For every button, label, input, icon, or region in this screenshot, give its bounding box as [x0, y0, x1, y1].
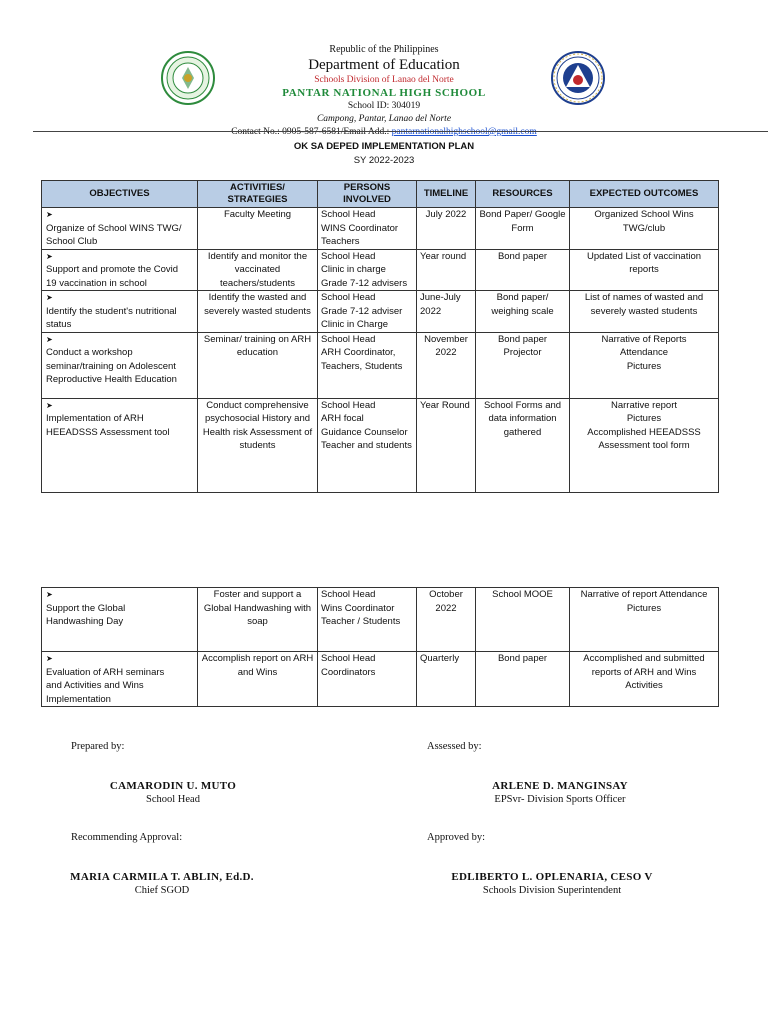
prepared-by-label: [71, 741, 124, 753]
persons-line: WINS Coordinator: [321, 222, 399, 234]
persons-line: School Head: [321, 292, 376, 303]
persons-cell: [318, 652, 417, 707]
school-id: School ID: 304019: [347, 101, 421, 111]
objective-text: Evaluation of ARH seminars and Activities and Wins Implementation: [46, 666, 165, 705]
outcomes-cell: [570, 332, 719, 398]
objective-text: Conduct a workshop seminar/training on Adolescent Reproductive Health Education: [46, 347, 177, 385]
contact-line: [0, 126, 768, 139]
persons-line: School Head: [321, 333, 376, 345]
header-timeline: TIMELINE: [417, 181, 476, 208]
objective-text: Organize of School WINS TWG/ School Club: [46, 222, 182, 247]
persons-line: ARH focal: [321, 413, 364, 424]
outcomes-cell: Updated List of vaccination reports: [570, 249, 719, 291]
table-row: [42, 249, 719, 291]
outcomes-line: Accomplished HEEADSSS Assessment tool form: [587, 426, 701, 451]
persons-line: Grade 7-12 adviser: [321, 305, 403, 317]
objective-cell: [42, 332, 198, 398]
activity-cell: Conduct comprehensive psychosocial History and Health risk Assessment of students: [198, 398, 318, 492]
persons-line: School Head: [321, 399, 376, 411]
letterhead-text: [0, 43, 768, 139]
recommending-approval-label: [71, 832, 182, 844]
persons-line: Clinic in Charge: [321, 319, 389, 330]
resources-cell: Bond paper: [476, 249, 570, 291]
activity-cell: Identify and monitor the vaccinated teachers/students: [198, 249, 318, 291]
table-row: [42, 208, 719, 250]
activity-cell: Identify the wasted and severely wasted students: [198, 291, 318, 333]
prepared-signatory: [103, 780, 243, 806]
objective-cell: [42, 208, 198, 250]
outcomes-cell: [570, 398, 719, 492]
arrow-bullet-icon: ➤: [46, 590, 53, 599]
objective-text: Support and promote the Covid 19 vaccination in school: [46, 264, 179, 289]
activity-cell: Accomplish report on ARH and Wins: [198, 652, 318, 707]
signatory-role: Schools Division Superintendent: [482, 885, 622, 896]
persons-line: Teacher and students: [321, 440, 412, 451]
outcomes-line: Attendance: [619, 347, 669, 358]
timeline-cell: November 2022: [417, 332, 476, 398]
school-year: SY 2022-2023: [353, 155, 415, 166]
plan-title: OK SA DEPED IMPLEMENTATION PLAN: [293, 141, 475, 152]
persons-line: ARH Coordinator, Teachers, Students: [321, 347, 403, 372]
school-address: Campong, Pantar, Lanao del Norte: [316, 114, 452, 124]
signatory-role: EPSvr- Division Sports Officer: [494, 794, 626, 805]
objective-text: Implementation of ARH HEEADSSS Assessment tool: [46, 413, 170, 438]
signatory-name: CAMARODIN U. MUTO: [109, 780, 237, 792]
timeline-cell: Year round: [417, 249, 476, 291]
department-name: Department of Education: [308, 57, 460, 73]
timeline-cell: July 2022: [417, 208, 476, 250]
persons-cell: [318, 332, 417, 398]
outcomes-cell: Accomplished and submitted reports of ARH and Wins Activities: [570, 652, 719, 707]
persons-line: Teacher / Students: [321, 616, 401, 627]
activity-cell: Faculty Meeting: [198, 208, 318, 250]
arrow-bullet-icon: ➤: [46, 334, 53, 344]
header-activities: ACTIVITIES/ STRATEGIES: [198, 181, 318, 208]
table-row: [42, 398, 719, 492]
outcomes-line: Pictures: [626, 413, 662, 424]
resources-line: Bond paper: [497, 333, 548, 345]
timeline-cell: June-July 2022: [417, 291, 476, 333]
assessed-label: Assessed by:: [427, 741, 482, 752]
activity-cell: Seminar/ training on ARH education: [198, 332, 318, 398]
persons-line: School Head: [321, 250, 376, 262]
resources-cell: School MOOE: [476, 588, 570, 652]
resources-cell: Bond paper/ weighing scale: [476, 291, 570, 333]
division-name: Schools Division of Lanao del Norte: [314, 75, 454, 85]
signatory-role: School Head: [146, 794, 200, 805]
resources-cell: Bond Paper/ Google Form: [476, 208, 570, 250]
persons-cell: [318, 398, 417, 492]
signatory-name: MARIA CARMILA T. ABLIN, Ed.D.: [70, 871, 254, 883]
objective-text: Support the Global Handwashing Day: [46, 602, 126, 627]
outcomes-cell: Narrative of report Attendance Pictures: [570, 588, 719, 652]
resources-cell: School Forms and data information gathered: [476, 398, 570, 492]
prepared-label: Prepared by:: [71, 741, 125, 752]
objective-cell: [42, 398, 198, 492]
resources-cell: [476, 332, 570, 398]
arrow-bullet-icon: ➤: [46, 654, 53, 663]
objective-text: Identify the student's nutritional status: [46, 305, 177, 330]
arrow-bullet-icon: ➤: [46, 400, 53, 410]
recommending-signatory: [62, 871, 262, 897]
resources-cell: Bond paper: [476, 652, 570, 707]
persons-line: Guidance Counselor: [321, 426, 408, 438]
persons-line: Coordinators: [321, 666, 376, 678]
persons-line: School Head: [321, 589, 376, 600]
school-name: PANTAR NATIONAL HIGH SCHOOL: [282, 87, 486, 99]
republic-line: Republic of the Philippines: [329, 44, 439, 55]
objective-cell: [42, 588, 198, 652]
timeline-cell: Year Round: [417, 398, 476, 492]
persons-cell: [318, 249, 417, 291]
header-outcomes: EXPECTED OUTCOMES: [570, 181, 719, 208]
persons-cell: [318, 291, 417, 333]
signatory-name: ARLENE D. MANGINSAY: [492, 780, 628, 792]
signatory-name: EDLIBERTO L. OPLENARIA, CESO V: [451, 871, 653, 883]
objective-cell: [42, 249, 198, 291]
persons-line: School Head: [321, 209, 376, 220]
outcomes-line: Narrative of Reports: [601, 333, 687, 345]
recommending-label: Recommending Approval:: [71, 832, 183, 843]
persons-cell: [318, 588, 417, 652]
persons-line: School Head: [321, 653, 376, 664]
outcomes-cell: Organized School Wins TWG/club: [570, 208, 719, 250]
outcomes-cell: List of names of wasted and severely wasted students: [570, 291, 719, 333]
contact-number: Contact No.: 0905-587-6581/Email Add.:: [231, 127, 392, 137]
deped-seal-icon: [550, 50, 606, 106]
email-link[interactable]: pantarnationalhighschool@gmail.com: [391, 127, 537, 137]
timeline-cell: Quarterly: [417, 652, 476, 707]
arrow-bullet-icon: ➤: [46, 210, 53, 219]
objective-cell: [42, 652, 198, 707]
signatory-role: Chief SGOD: [134, 885, 190, 896]
table-row: [42, 588, 719, 652]
table-row: [42, 291, 719, 333]
header-objectives: OBJECTIVES: [42, 181, 198, 208]
table-body-part-1: [42, 208, 719, 493]
outcomes-line: Narrative report: [611, 399, 677, 411]
arrow-bullet-icon: ➤: [46, 293, 53, 302]
persons-line: Clinic in charge: [321, 264, 386, 275]
approved-label: Approved by:: [427, 832, 486, 843]
persons-line: Teachers: [321, 236, 360, 247]
approved-signatory: [437, 871, 667, 897]
persons-line: Wins Coordinator: [321, 602, 395, 614]
assessed-signatory: [470, 780, 650, 806]
assessed-by-label: [427, 741, 482, 753]
table-body-part-2: [42, 588, 719, 707]
approved-by-label: [427, 832, 485, 844]
outcomes-line: Pictures: [626, 360, 662, 372]
timeline-cell: October 2022: [417, 588, 476, 652]
table-row: [42, 332, 719, 398]
header-persons: PERSONS INVOLVED: [318, 181, 417, 208]
header-resources: RESOURCES: [476, 181, 570, 208]
letterhead: [0, 0, 768, 140]
objective-cell: [42, 291, 198, 333]
persons-line: Grade 7-12 advisers: [321, 277, 408, 289]
resources-line: Projector: [503, 347, 542, 358]
implementation-plan-table: [41, 180, 719, 493]
table-row: [42, 652, 719, 707]
arrow-bullet-icon: ➤: [46, 251, 53, 261]
table-header-row: [42, 181, 719, 208]
header-divider: [33, 131, 768, 132]
activity-cell: Foster and support a Global Handwashing with soap: [198, 588, 318, 652]
implementation-plan-table-continued: [41, 587, 719, 707]
persons-cell: [318, 208, 417, 250]
